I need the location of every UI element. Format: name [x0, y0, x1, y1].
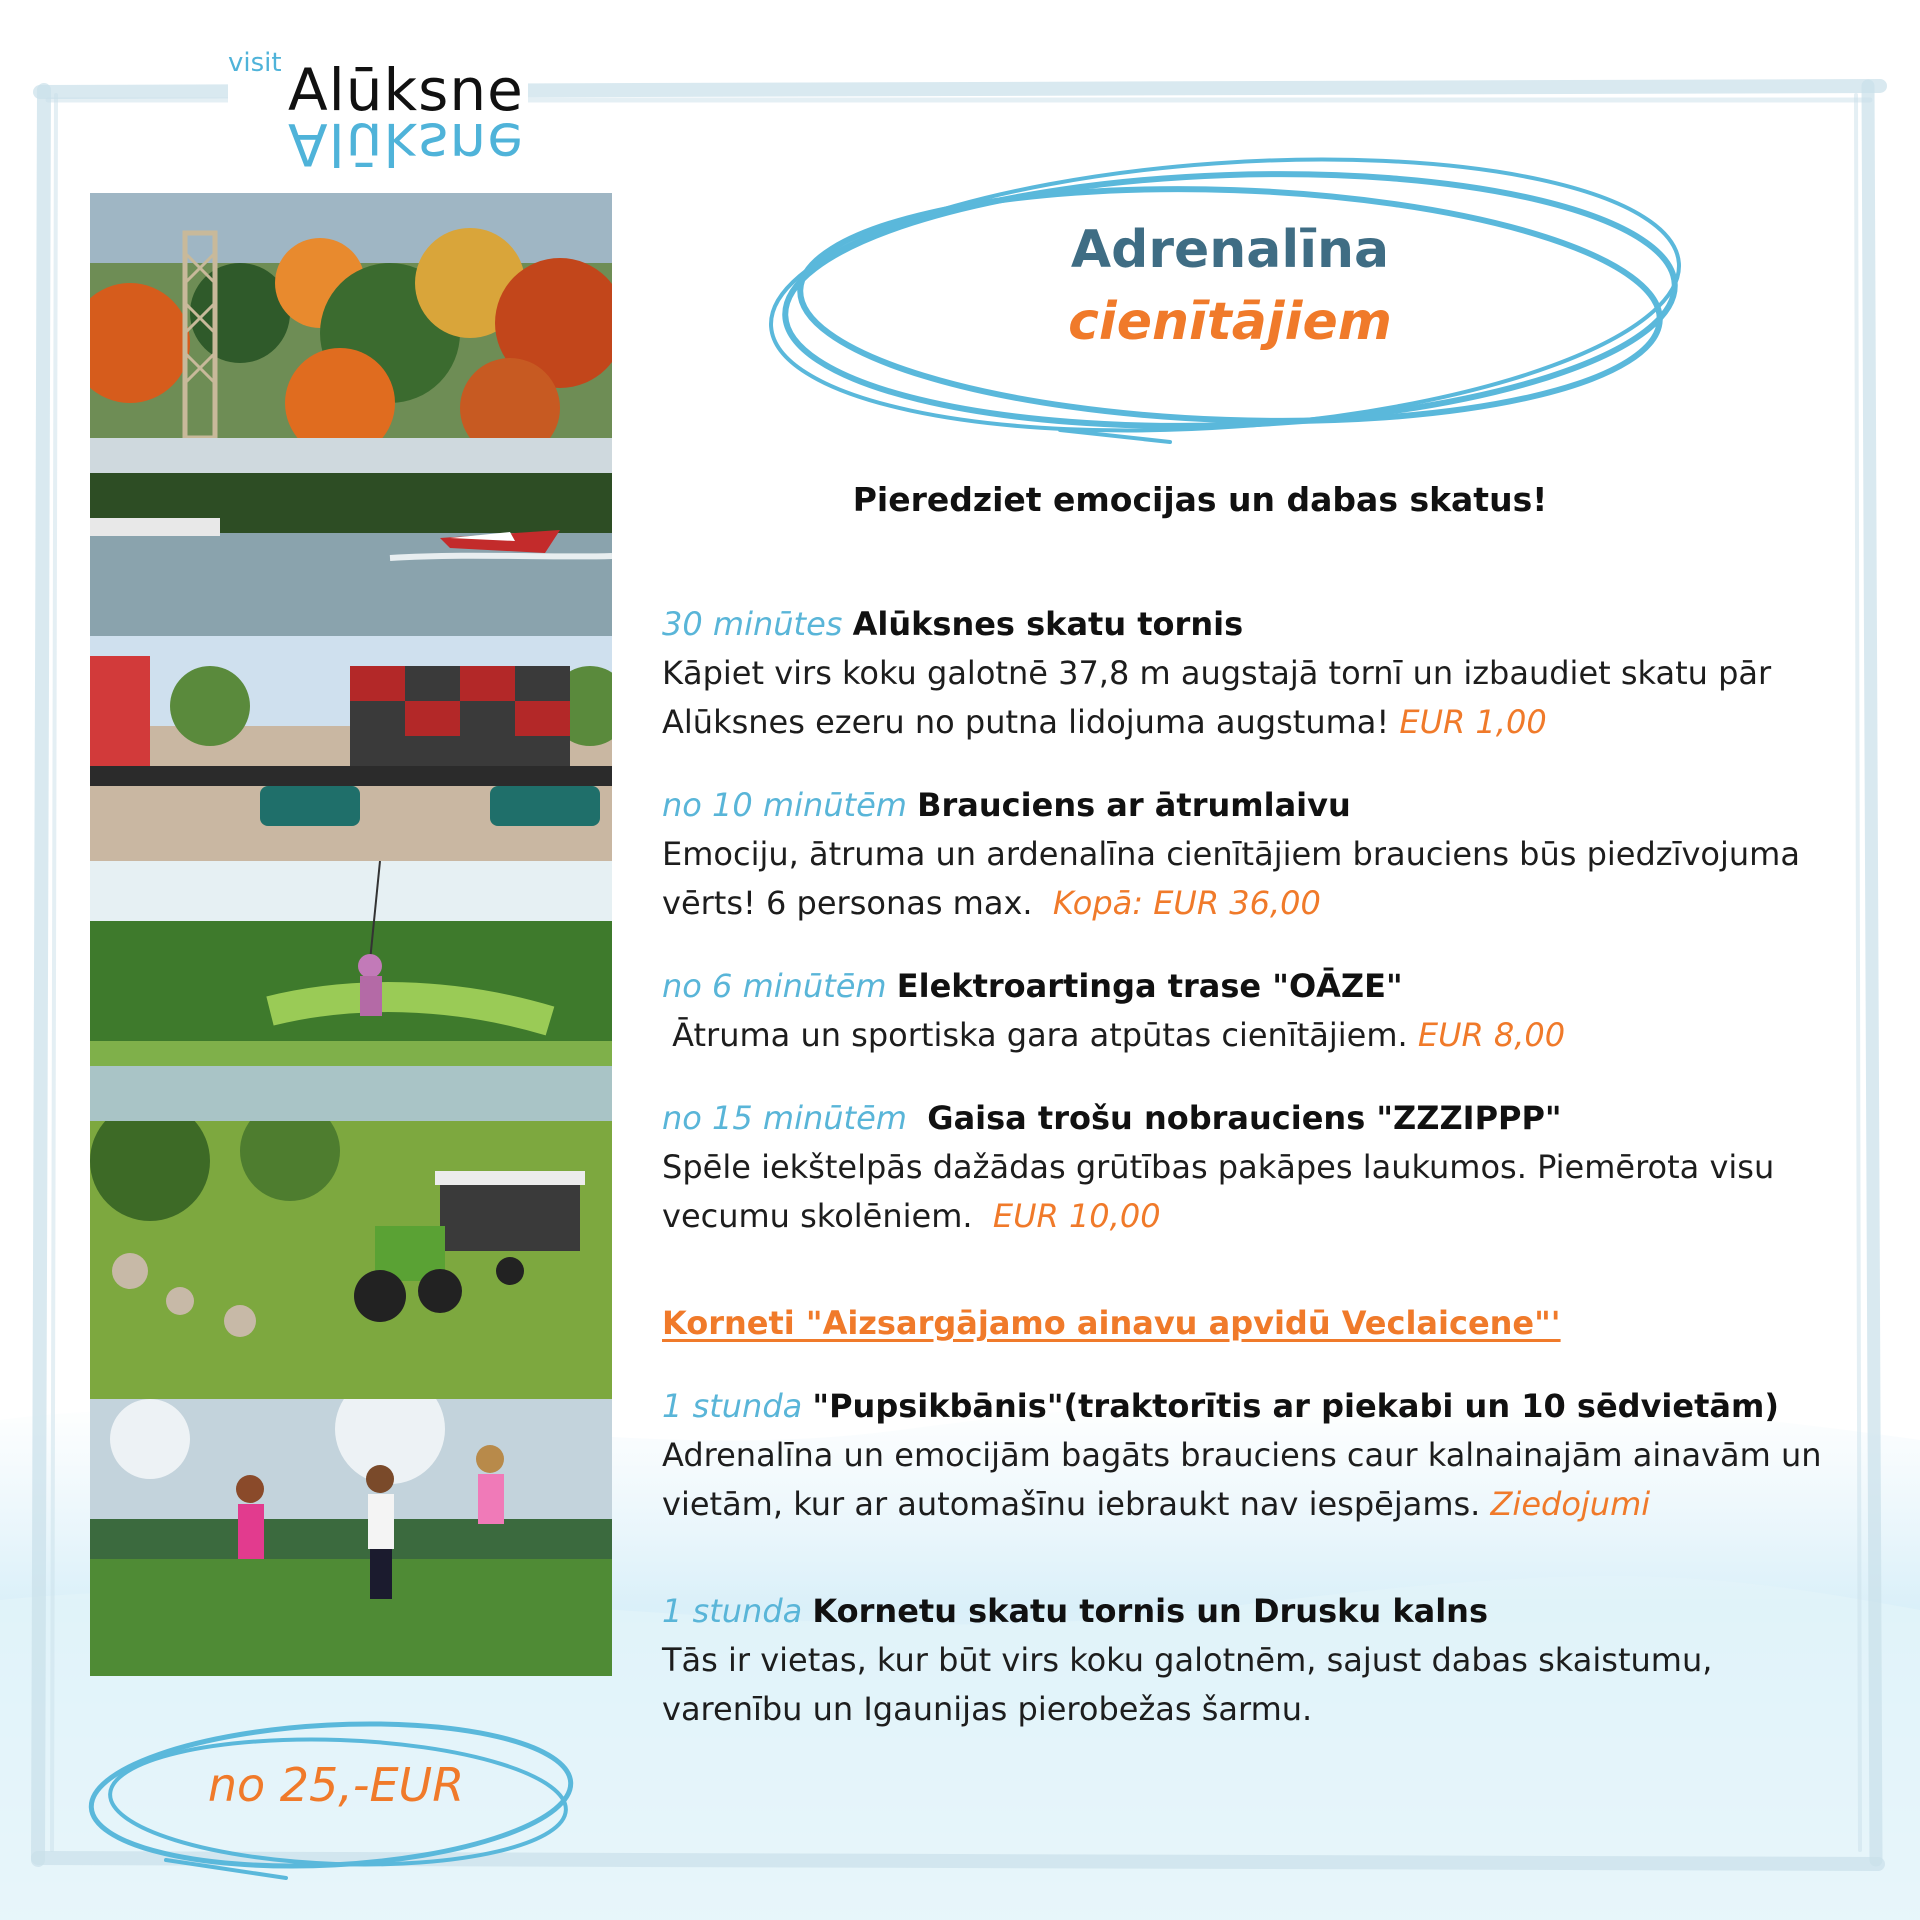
- activity-list: [662, 600, 1822, 1734]
- activity-name: Brauciens ar ātrumlaivu: [917, 786, 1351, 824]
- activity-price: Ziedojumi: [1490, 1485, 1651, 1523]
- activity-price: EUR 8,00: [1417, 1016, 1566, 1054]
- activity-item: [662, 1587, 1822, 1734]
- price-badge: [76, 1710, 596, 1890]
- logo-mirror-text: Alūksne: [288, 110, 524, 178]
- jumping-girls-photo: [90, 1399, 612, 1676]
- section-link-korneti[interactable]: Korneti "Aizsargājamo ainavu apvidū Veclaicene"': [662, 1304, 1561, 1342]
- visit-aluksne-logo: [228, 40, 528, 178]
- speedboat-photo: [90, 438, 612, 636]
- activity-description: Spēle iekštelpās dažādas grūtības pakāpes laukumos. Piemērota visu vecumu skolēniem.: [662, 1148, 1775, 1235]
- activity-price: EUR 10,00: [992, 1197, 1161, 1235]
- activity-name: Kornetu skatu tornis un Drusku kalns: [812, 1592, 1488, 1630]
- activity-duration: no 15 minūtēm: [662, 1099, 907, 1137]
- logo-name-text: Alūksne: [288, 56, 524, 124]
- tagline: Pieredziet emocijas un dabas skatus!: [852, 480, 1548, 519]
- activity-name: Elektroartinga trase "OĀZE": [896, 967, 1403, 1005]
- title-line1: Adrenalīna: [1070, 220, 1390, 280]
- tractor-photo: [90, 1121, 612, 1399]
- activity-item: [662, 1094, 1822, 1241]
- activity-price: Kopā: EUR 36,00: [1052, 884, 1321, 922]
- activity-description: Ātruma un sportiska gara atpūtas cienītājiem.: [672, 1016, 1408, 1054]
- karting-photo: [90, 636, 612, 861]
- activity-name: "Pupsikbānis"(traktorītis ar piekabi un 10 sēdvietām): [812, 1387, 1779, 1425]
- activity-item: [662, 600, 1822, 747]
- activity-duration: 1 stunda: [662, 1387, 803, 1425]
- activity-description: Tās ir vietas, kur būt virs koku galotnēm, sajust dabas skaistumu, varenību un Igaunijas pierobežas šarmu.: [662, 1641, 1713, 1728]
- title-badge: [760, 150, 1700, 450]
- activity-duration: no 10 minūtēm: [662, 786, 907, 824]
- activity-name: Alūksnes skatu tornis: [852, 605, 1244, 643]
- photo-column: [90, 193, 612, 1676]
- price-badge-text: no 25,-EUR: [207, 1758, 465, 1812]
- zipline-photo: [90, 861, 612, 1121]
- activity-duration: 30 minūtes: [662, 605, 843, 643]
- activity-description: Adrenalīna un emocijām bagāts brauciens caur kalnainajām ainavām un vietām, kur ar automašīnu iebraukt nav iespējams.: [662, 1436, 1822, 1523]
- activity-item: [662, 1382, 1822, 1529]
- tower-photo: [90, 193, 612, 438]
- activity-item: [662, 962, 1822, 1060]
- logo-visit-text: visit: [228, 48, 282, 78]
- activity-item: [662, 781, 1822, 928]
- activity-name: Gaisa trošu nobrauciens "ZZZIPPP": [927, 1099, 1562, 1137]
- title-line2: cienītājiem: [1068, 292, 1392, 352]
- activity-duration: no 6 minūtēm: [662, 967, 887, 1005]
- activity-description: Emociju, ātruma un ardenalīna cienītājiem brauciens būs piedzīvojuma vērts! 6 personas max.: [662, 835, 1800, 922]
- activity-duration: 1 stunda: [662, 1592, 803, 1630]
- activity-description: Kāpiet virs koku galotnē 37,8 m augstajā tornī un izbaudiet skatu pār Alūksnes ezeru no putna lidojuma augstuma!: [662, 654, 1772, 741]
- activity-price: EUR 1,00: [1399, 703, 1547, 741]
